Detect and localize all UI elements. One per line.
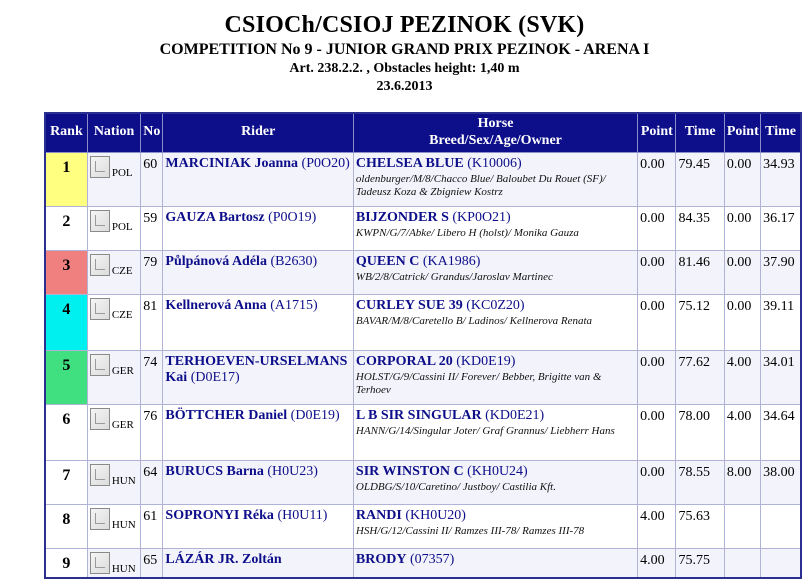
time-1: 75.63: [676, 504, 724, 548]
col-point-2: Point: [724, 113, 760, 152]
horse-name-link[interactable]: CORPORAL 20: [355, 353, 453, 369]
rank-value: 1: [62, 158, 71, 176]
table-row: [45, 206, 801, 250]
horse-cell: [353, 152, 637, 206]
horse-name-link[interactable]: QUEEN C: [355, 253, 420, 269]
event-date: 23.6.2013: [376, 79, 433, 95]
time-2: [761, 548, 801, 578]
time-1: 78.55: [676, 460, 724, 504]
nation-cell: [87, 548, 140, 578]
rank-value: 7: [62, 466, 71, 484]
flag-image-icon[interactable]: [90, 298, 110, 320]
rank-cell: [45, 206, 87, 250]
col-horse-title: Horse: [477, 116, 514, 131]
horse-breed-owner: KWPN/G/7/Abke/ Libero H (holst)/ Monika Gauza: [355, 226, 579, 239]
rank-cell: [45, 404, 87, 460]
point-1: 0.00: [638, 250, 676, 294]
horse-id: (KH0U24): [467, 463, 528, 479]
rank-cell: [45, 250, 87, 294]
horse-breed-owner: HOLST/G/9/Cassini II/ Forever/ Bebber, Brigitte van & Terhoev: [355, 370, 602, 396]
rank-value: 6: [62, 410, 71, 428]
table-row: [45, 404, 801, 460]
col-point-1: Point: [638, 113, 676, 152]
point-2: 4.00: [724, 404, 760, 460]
rider-name-link[interactable]: Kellnerová Anna: [165, 297, 267, 313]
col-rank: Rank: [45, 113, 87, 152]
results-header: [0, 12, 809, 95]
time-1: 78.00: [676, 404, 724, 460]
horse-breed-owner: WB/2/8/Catrick/ Grandus/Jaroslav Martinec: [355, 270, 553, 283]
rider-cell: [163, 250, 354, 294]
horse-breed-owner: OLDBG/S/10/Caretino/ Justboy/ Castilia Kft.: [355, 480, 556, 493]
horse-cell: [353, 206, 637, 250]
event-title: CSIOCh/CSIOJ PEZINOK (SVK): [224, 12, 585, 38]
rank-cell: [45, 350, 87, 404]
horse-name-link[interactable]: SIR WINSTON C: [355, 463, 464, 479]
point-2: 0.00: [724, 294, 760, 350]
table-row: [45, 294, 801, 350]
rank-value: 5: [62, 356, 71, 374]
point-2: 0.00: [724, 152, 760, 206]
rank-cell: [45, 460, 87, 504]
flag-image-icon[interactable]: [90, 254, 110, 276]
rider-id: (P0O19): [268, 209, 317, 225]
flag-image-icon[interactable]: [90, 156, 110, 178]
rider-name-link[interactable]: GAUZA Bartosz: [165, 209, 265, 225]
rank-cell: [45, 548, 87, 578]
nation-cell: [87, 294, 140, 350]
nation-cell: [87, 250, 140, 294]
nation-code: CZE: [111, 264, 133, 277]
rank-value: 4: [62, 300, 71, 318]
time-2: 34.64: [761, 404, 801, 460]
nation-cell: [87, 504, 140, 548]
horse-name-link[interactable]: CHELSEA BLUE: [355, 155, 464, 171]
nation-code: POL: [111, 166, 133, 179]
point-1: 0.00: [638, 404, 676, 460]
start-number: 61: [141, 504, 163, 548]
horse-id: (07357): [409, 551, 455, 567]
nation-cell: [87, 152, 140, 206]
nation-code: HUN: [111, 518, 136, 531]
time-2: [761, 504, 801, 548]
point-2: [724, 548, 760, 578]
horse-id: (KP0O21): [452, 209, 511, 225]
point-1: 0.00: [638, 350, 676, 404]
table-row: [45, 152, 801, 206]
horse-cell: [353, 460, 637, 504]
rider-cell: [163, 206, 354, 250]
rider-cell: [163, 152, 354, 206]
rider-name-link[interactable]: BÖTTCHER Daniel: [165, 407, 288, 423]
point-1: 4.00: [638, 548, 676, 578]
rider-id: (D0E19): [290, 407, 340, 423]
rank-cell: [45, 152, 87, 206]
point-2: [724, 504, 760, 548]
rank-value: 9: [62, 554, 71, 572]
rider-name-link[interactable]: MARCINIAK Joanna: [165, 155, 299, 171]
table-row: [45, 504, 801, 548]
start-number: 76: [141, 404, 163, 460]
nation-code: GER: [111, 418, 134, 431]
horse-breed-owner: oldenburger/M/8/Chacco Blue/ Baloubet Du Rouet (SF)/ Tadeusz Koza & Zbigniew Kostrz: [355, 172, 606, 198]
col-horse-subtitle: Breed/Sex/Age/Owner: [429, 132, 562, 148]
nation-cell: [87, 404, 140, 460]
horse-breed-owner: HSH/G/12/Cassini II/ Ramzes III-78/ Ramzes III-78: [355, 524, 585, 537]
start-number: 64: [141, 460, 163, 504]
time-2: 34.93: [761, 152, 801, 206]
rank-value: 3: [62, 256, 71, 274]
col-rider: Rider: [163, 113, 354, 152]
horse-id: (KD0E19): [456, 353, 516, 369]
horse-cell: [353, 404, 637, 460]
table-row: [45, 250, 801, 294]
horse-id: (KD0E21): [485, 407, 545, 423]
rank-cell: [45, 504, 87, 548]
flag-image-icon[interactable]: [90, 408, 110, 430]
time-2: 34.01: [761, 350, 801, 404]
start-number: 59: [141, 206, 163, 250]
time-2: 39.11: [761, 294, 801, 350]
rider-id: (H0U23): [267, 463, 318, 479]
time-1: 84.35: [676, 206, 724, 250]
rider-name-link[interactable]: BURUCS Barna: [165, 463, 264, 479]
table-row: [45, 460, 801, 504]
nation-code: GER: [111, 364, 134, 377]
rider-name-link[interactable]: TERHOEVEN-URSELMANS Kai: [165, 353, 348, 385]
horse-id: (KH0U20): [405, 507, 466, 523]
flag-image-icon[interactable]: [90, 354, 110, 376]
flag-image-icon[interactable]: [90, 210, 110, 232]
col-no: No: [141, 113, 163, 152]
horse-id: (K10006): [467, 155, 522, 171]
flag-image-icon[interactable]: [90, 552, 110, 574]
horse-cell: [353, 294, 637, 350]
results-table: [44, 112, 802, 579]
start-number: 60: [141, 152, 163, 206]
rider-cell: [163, 404, 354, 460]
rider-name-link[interactable]: SOPRONYI Réka: [165, 507, 274, 523]
rank-cell: [45, 294, 87, 350]
rider-cell: [163, 504, 354, 548]
point-2: 0.00: [724, 206, 760, 250]
point-2: 4.00: [724, 350, 760, 404]
col-time-1: Time: [676, 113, 724, 152]
nation-code: POL: [111, 220, 133, 233]
nation-code: HUN: [111, 474, 136, 487]
horse-name-link[interactable]: L B SIR SINGULAR: [355, 407, 482, 423]
time-1: 81.46: [676, 250, 724, 294]
time-1: 77.62: [676, 350, 724, 404]
nation-cell: [87, 350, 140, 404]
horse-name-link[interactable]: RANDI: [355, 507, 402, 523]
time-2: 38.00: [761, 460, 801, 504]
rank-value: 8: [62, 510, 71, 528]
rank-value: 2: [62, 212, 71, 230]
horse-id: (KC0Z20): [466, 297, 525, 313]
rider-name-link[interactable]: Půlpánová Adéla: [165, 253, 267, 269]
horse-breed-owner: HANN/G/14/Singular Joter/ Graf Grannus/ Liebherr Hans: [355, 424, 615, 437]
point-1: 0.00: [638, 460, 676, 504]
table-row: [45, 350, 801, 404]
point-1: 0.00: [638, 152, 676, 206]
flag-image-icon[interactable]: [90, 464, 110, 486]
rider-cell: [163, 548, 354, 578]
time-2: 36.17: [761, 206, 801, 250]
horse-name-link[interactable]: BIJZONDER S: [355, 209, 449, 225]
horse-cell: [353, 250, 637, 294]
time-1: 79.45: [676, 152, 724, 206]
col-time-2: Time: [761, 113, 801, 152]
point-1: 0.00: [638, 294, 676, 350]
horse-cell: [353, 504, 637, 548]
nation-code: HUN: [111, 562, 136, 575]
horse-name-link[interactable]: BRODY: [355, 551, 407, 567]
rider-cell: [163, 350, 354, 404]
nation-cell: [87, 206, 140, 250]
horse-id: (KA1986): [422, 253, 481, 269]
start-number: 74: [141, 350, 163, 404]
rider-id: (H0U11): [277, 507, 328, 523]
start-number: 79: [141, 250, 163, 294]
table-row: [45, 548, 801, 578]
rider-cell: [163, 460, 354, 504]
col-nation: Nation: [87, 113, 140, 152]
flag-image-icon[interactable]: [90, 508, 110, 530]
nation-code: CZE: [111, 308, 133, 321]
point-1: 4.00: [638, 504, 676, 548]
start-number: 65: [141, 548, 163, 578]
rider-id: (A1715): [270, 297, 318, 313]
table-header-row: [45, 113, 801, 152]
point-2: 8.00: [724, 460, 760, 504]
rider-name-link[interactable]: LÁZÁR JR. Zoltán: [165, 551, 282, 567]
rider-id: (P0O20): [301, 155, 350, 171]
time-1: 75.75: [676, 548, 724, 578]
horse-cell: [353, 350, 637, 404]
competition-title: COMPETITION No 9 - JUNIOR GRAND PRIX PEZINOK - ARENA I: [159, 40, 650, 58]
start-number: 81: [141, 294, 163, 350]
horse-breed-owner: BAVAR/M/8/Caretello B/ Ladinos/ Kellnerova Renata: [355, 314, 593, 327]
col-horse: [353, 113, 637, 152]
time-1: 75.12: [676, 294, 724, 350]
nation-cell: [87, 460, 140, 504]
rules-line: Art. 238.2.2. , Obstacles height: 1,40 m: [289, 60, 520, 76]
point-1: 0.00: [638, 206, 676, 250]
rider-cell: [163, 294, 354, 350]
horse-cell: [353, 548, 637, 578]
rider-id: (D0E17): [190, 369, 240, 385]
point-2: 0.00: [724, 250, 760, 294]
horse-name-link[interactable]: CURLEY SUE 39: [355, 297, 463, 313]
rider-id: (B2630): [270, 253, 318, 269]
time-2: 37.90: [761, 250, 801, 294]
